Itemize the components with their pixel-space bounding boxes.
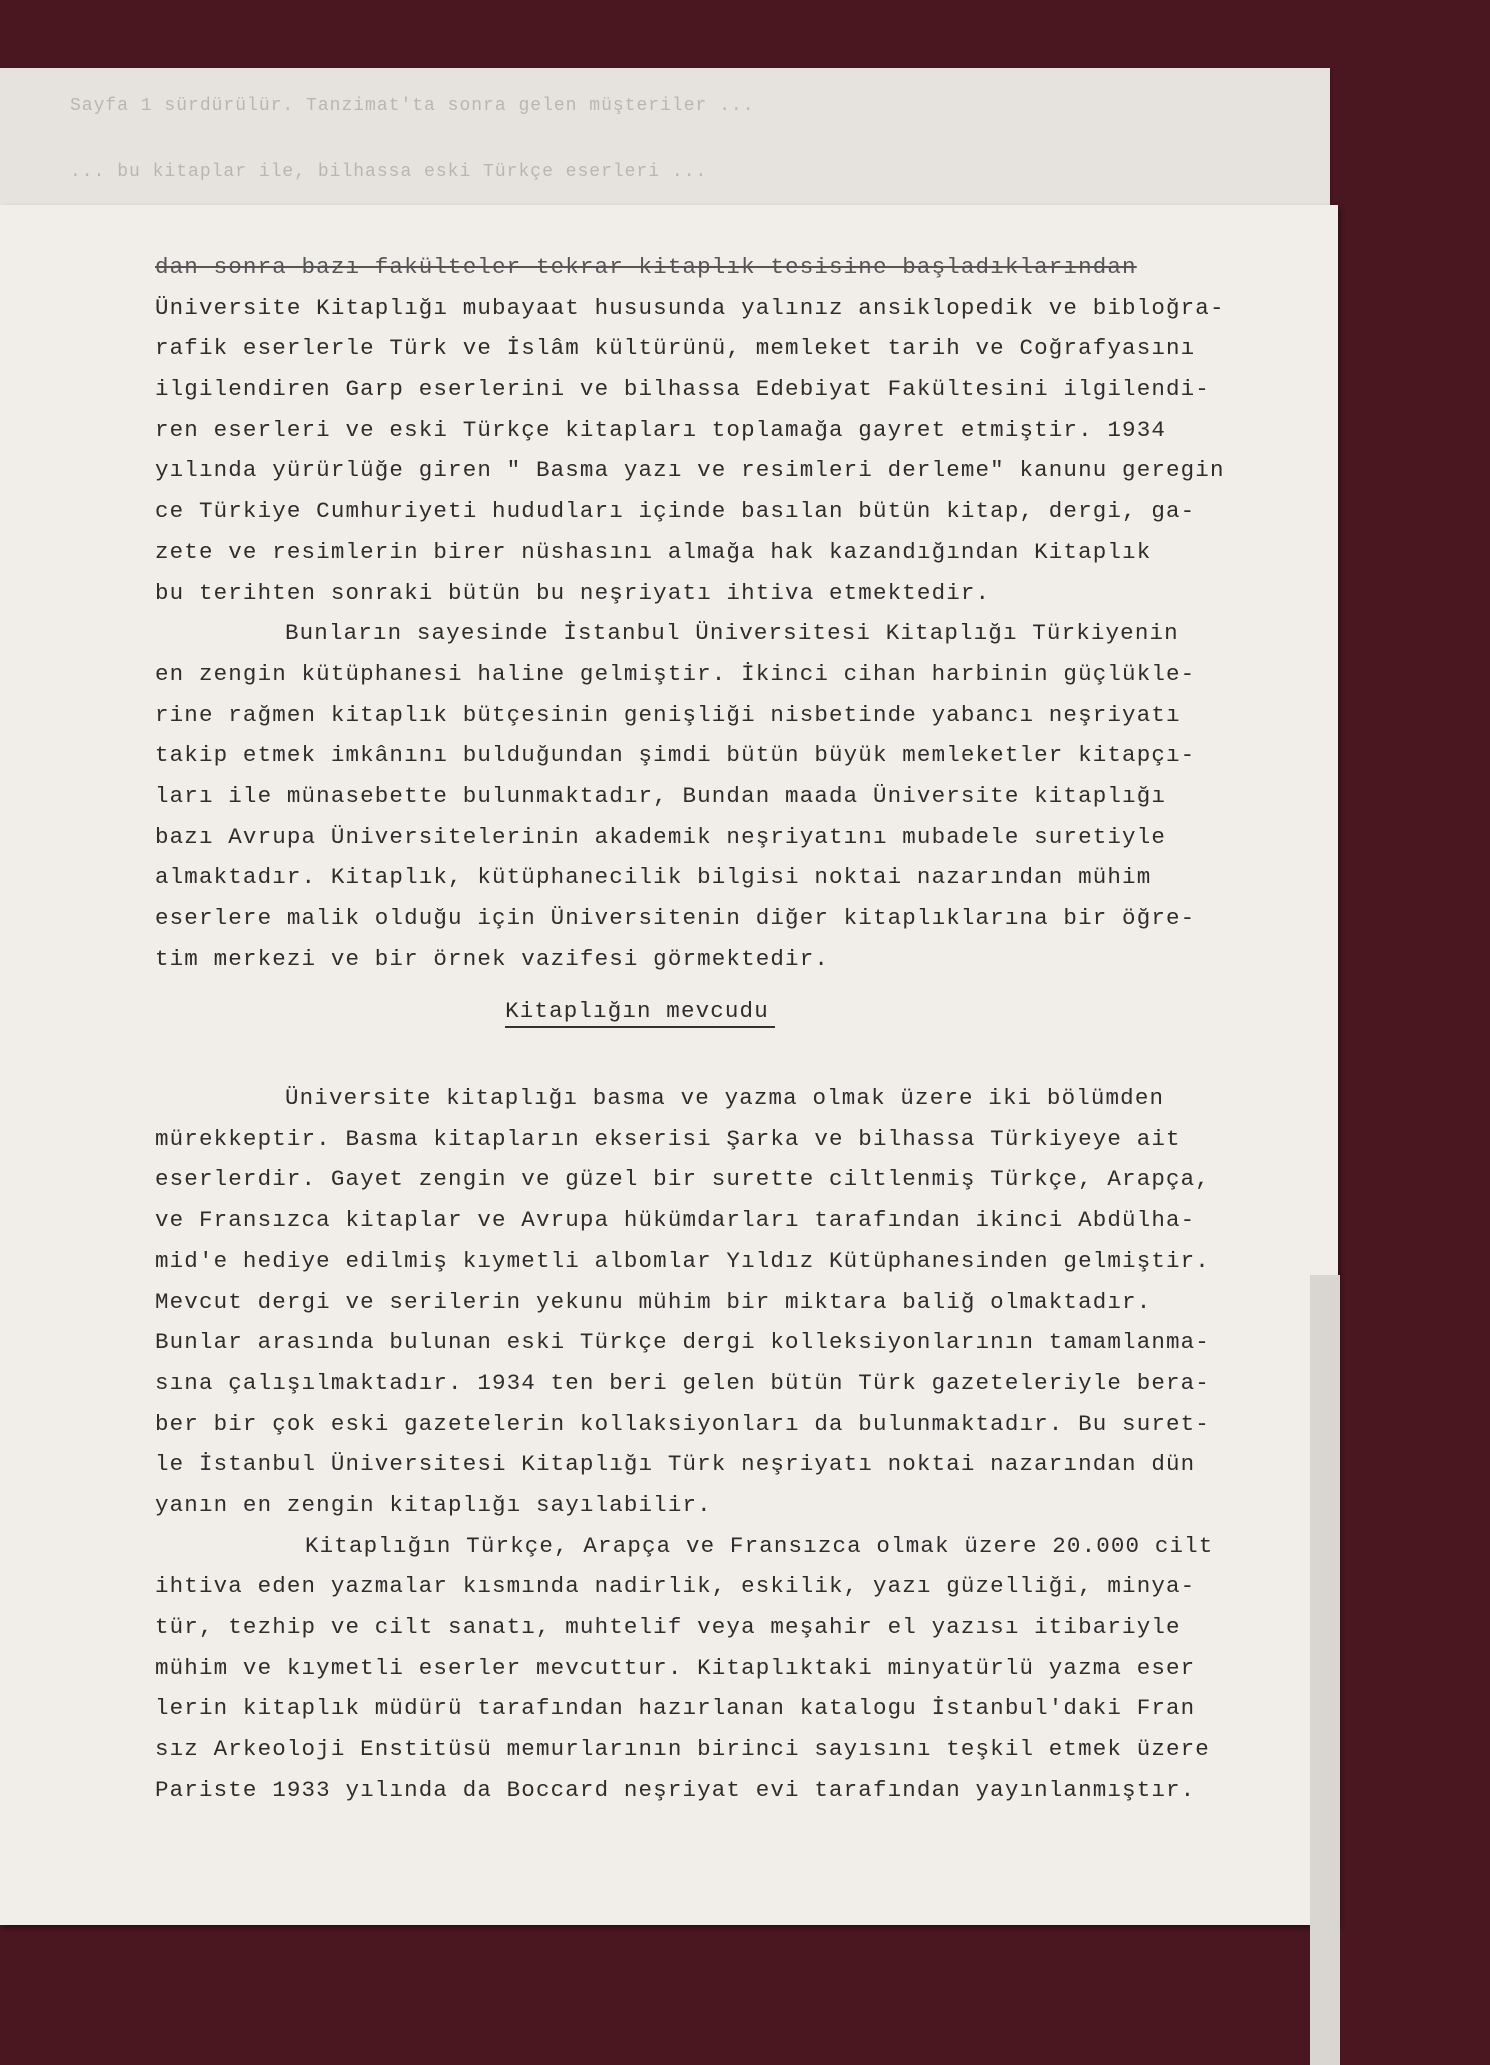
text-line: Üniversite kitaplığı basma ve yazma olmak üzere iki bölümden (285, 1085, 1165, 1112)
paragraph-2 (155, 613, 1335, 979)
text-line: ihtiva eden yazmalar kısmında nadirlik, eskilik, yazı güzelliği, minya- (155, 1573, 1196, 1600)
text-line: ren eserleri ve eski Türkçe kitapları toplamağa gayret etmiştir. 1934 (155, 416, 1167, 443)
text-line: le İstanbul Üniversitesi Kitaplığı Türk neşriyatı noktai nazarından dün (155, 1451, 1196, 1478)
struck-line: dan sonra bazı fakülteler tekrar kitaplık tesisine başladıklarından (155, 254, 1137, 280)
paragraph-1 (155, 288, 1335, 614)
page-body (155, 247, 1335, 1810)
text-line: ber bir çok eski gazetelerin kollaksiyonları da bulunmaktadır. Bu suret- (155, 1410, 1210, 1437)
paragraph-3 (155, 1078, 1335, 1526)
text-line: Üniversite Kitaplığı mubayaat hususunda yalınız ansiklopedik ve bibloğra- (155, 294, 1225, 321)
text-line: yılında yürürlüğe giren " Basma yazı ve resimleri derleme" kanunu geregin (155, 457, 1225, 484)
text-line: rine rağmen kitaplık bütçesinin genişliği nisbetinde yabancı neşriyatı (155, 701, 1181, 728)
text-line: ve Fransızca kitaplar ve Avrupa hükümdarları tarafından ikinci Abdülha- (155, 1207, 1196, 1234)
text-line: sına çalışılmaktadır. 1934 ten beri gelen bütün Türk gazeteleriyle bera- (155, 1369, 1210, 1396)
text-line: mühim ve kıymetli eserler mevcuttur. Kitaplıktaki minyatürlü yazma eser (155, 1654, 1196, 1681)
text-line: eserlerdir. Gayet zengin ve güzel bir surette ciltlenmiş Türkçe, Arapça, (155, 1166, 1210, 1193)
text-line: ce Türkiye Cumhuriyeti hududları içinde basılan bütün kitap, dergi, ga- (155, 498, 1196, 525)
section-title-row (155, 991, 1335, 1032)
text-line: sız Arkeoloji Enstitüsü memurlarının birinci sayısını teşkil etmek üzere (155, 1736, 1210, 1763)
paragraph-4 (155, 1526, 1335, 1811)
text-line: eserlere malik olduğu için Üniversitenin diğer kitaplıklarına bir öğre- (155, 905, 1196, 931)
text-line: zete ve resimlerin birer nüshasını almağa hak kazandığından Kitaplık (155, 538, 1152, 565)
text-line: lerin kitaplık müdürü tarafından hazırlanan katalogu İstanbul'daki Fran (155, 1695, 1196, 1722)
text-line: Mevcut dergi ve serilerin yekunu mühim bir miktara baliğ olmaktadır. (155, 1288, 1152, 1315)
text-line: tim merkezi ve bir örnek vazifesi görmektedir. (155, 945, 830, 972)
text-line: bu terihten sonraki bütün bu neşriyatı ihtiva etmektedir. (155, 579, 991, 606)
text-line: ları ile münasebette bulunmaktadır, Bundan maada Üniversite kitaplığı (155, 782, 1167, 809)
text-line: Bunlar arasında bulunan eski Türkçe dergi kolleksiyonlarının tamamlanma- (155, 1329, 1210, 1356)
ghost-text-line: Sayfa 1 sürdürülür. Tanzimat'ta sonra gelen müşteriler ... (70, 96, 755, 116)
text-line: Pariste 1933 yılında da Boccard neşriyat evi tarafından yayınlanmıştır. (155, 1776, 1196, 1803)
text-line: mid'e hediye edilmiş kıymetli albomlar Yıldız Kütüphanesinden gelmiştir. (155, 1247, 1210, 1274)
text-line: Kitaplığın Türkçe, Arapça ve Fransızca olmak üzere 20.000 cilt (305, 1532, 1214, 1559)
underlying-sheet (0, 68, 1330, 228)
text-line: en zengin kütüphanesi haline gelmiştir. İkinci cihan harbinin güçlükle- (155, 660, 1196, 687)
text-line: almaktadır. Kitaplık, kütüphanecilik bilgisi noktai nazarından mühim (155, 864, 1152, 891)
text-line: ilgilendiren Garp eserlerini ve bilhassa Edebiyat Fakültesini ilgilendi- (155, 376, 1210, 403)
text-line: mürekkeptir. Basma kitapların ekserisi Şarka ve bilhassa Türkiyeye ait (155, 1125, 1181, 1152)
text-line: yanın en zengin kitaplığı sayılabilir. (155, 1491, 712, 1518)
typewritten-page (0, 205, 1338, 1925)
section-title: Kitaplığın mevcudu (505, 998, 775, 1028)
text-line: Bunların sayesinde İstanbul Üniversitesi Kitaplığı Türkiyenin (285, 620, 1179, 647)
text-line: takip etmek imkânını bulduğundan şimdi bütün büyük memleketler kitapçı- (155, 742, 1196, 769)
text-line: rafik eserlerle Türk ve İslâm kültürünü, memleket tarih ve Coğrafyasını (155, 335, 1196, 362)
text-line: bazı Avrupa Üniversitelerinin akademik neşriyatını mubadele suretiyle (155, 823, 1167, 850)
text-line: tür, tezhip ve cilt sanatı, muhtelif veya meşahir el yazısı itibariyle (155, 1614, 1181, 1640)
ghost-text-line: ... bu kitaplar ile, bilhassa eski Türkçe eserleri ... (70, 162, 708, 182)
